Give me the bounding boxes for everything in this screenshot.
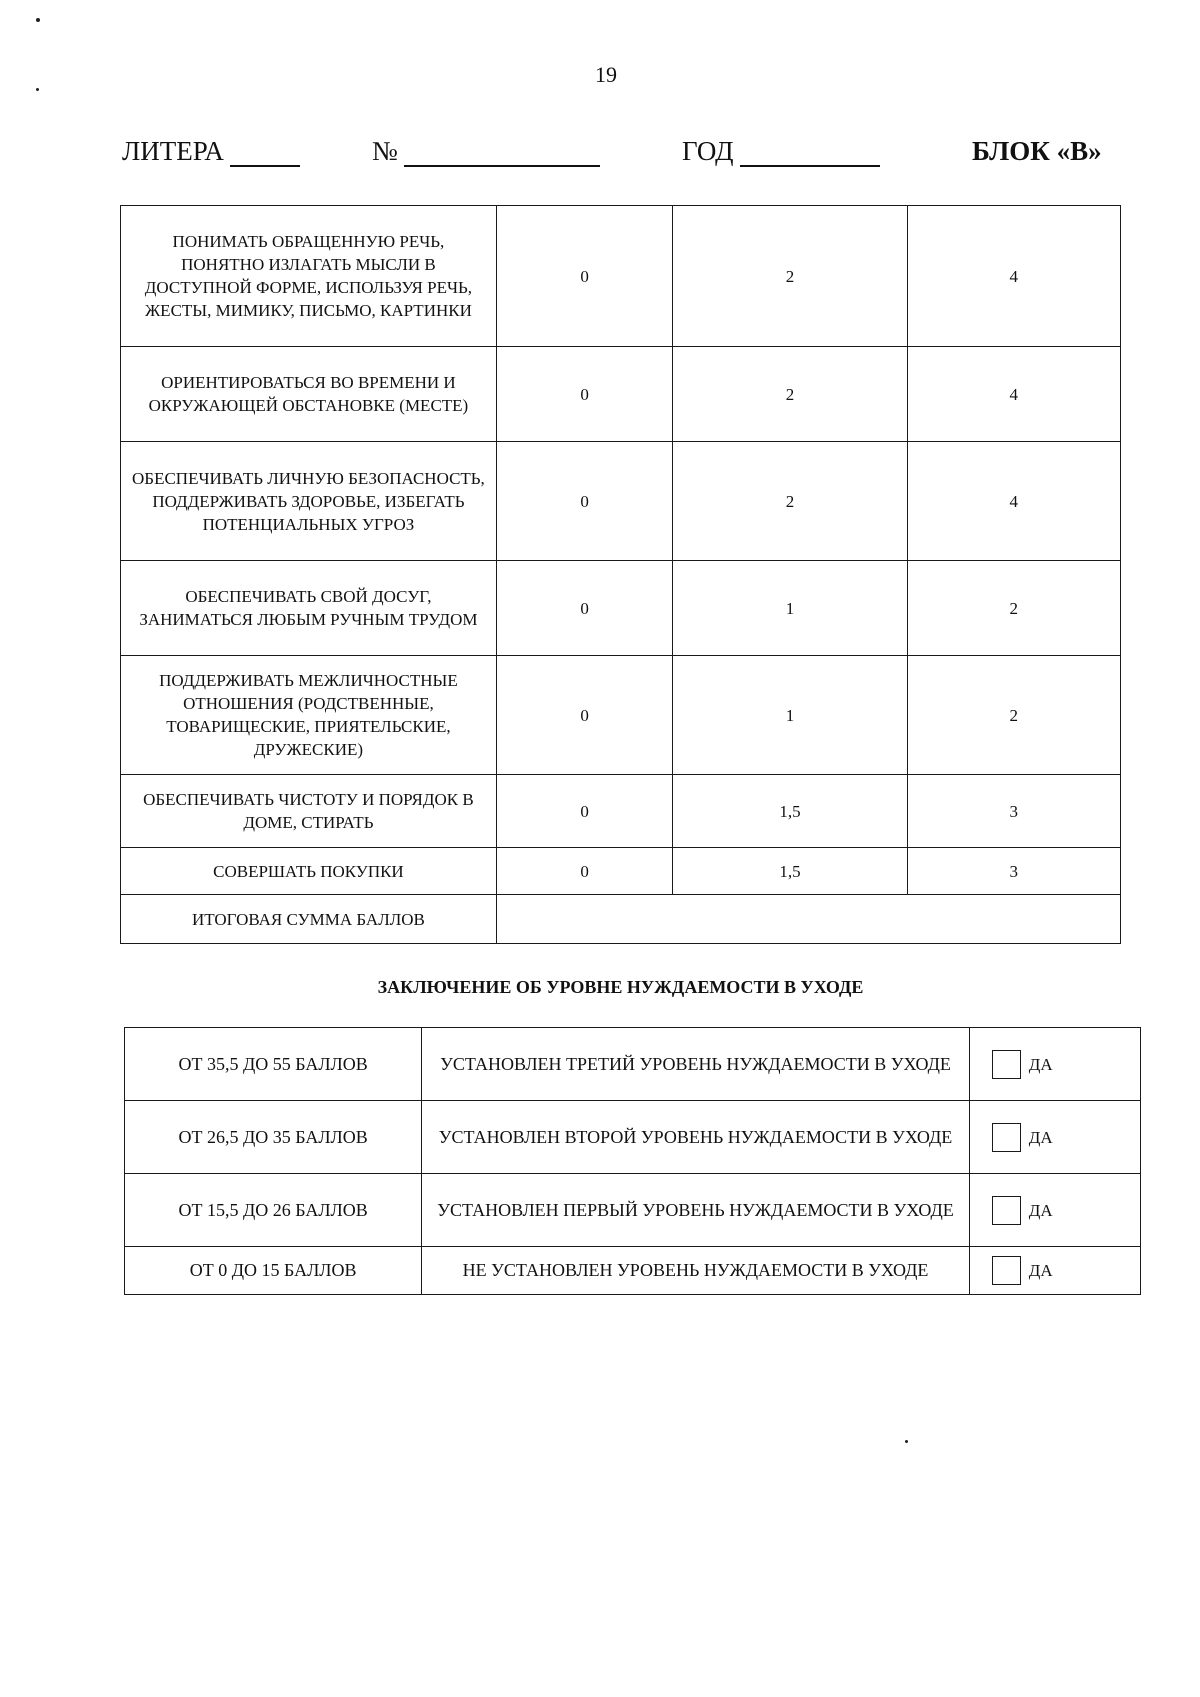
number-input-line[interactable] (404, 139, 600, 167)
score-value: 1,5 (673, 848, 907, 895)
score-value: 2 (907, 656, 1120, 775)
scan-speck (36, 18, 40, 22)
form-header (122, 128, 1112, 178)
number-label: № (372, 136, 398, 166)
level-checkbox-cell (969, 1101, 1140, 1174)
skill-label: СОВЕРШАТЬ ПОКУПКИ (121, 848, 497, 895)
score-value: 4 (907, 442, 1120, 561)
score-row (121, 848, 1121, 895)
year-field (682, 136, 880, 167)
checkbox-label: ДА (1028, 1127, 1053, 1147)
skill-label: ОБЕСПЕЧИВАТЬ СВОЙ ДОСУГ, ЗАНИМАТЬСЯ ЛЮБЫМ РУЧНЫМ ТРУДОМ (121, 561, 497, 656)
scan-speck (36, 88, 39, 91)
level-description: УСТАНОВЛЕН ТРЕТИЙ УРОВЕНЬ НУЖДАЕМОСТИ В УХОДЕ (422, 1028, 970, 1101)
level-description: УСТАНОВЛЕН ПЕРВЫЙ УРОВЕНЬ НУЖДАЕМОСТИ В УХОДЕ (422, 1174, 970, 1247)
conclusion-title: ЗАКЛЮЧЕНИЕ ОБ УРОВНЕ НУЖДАЕМОСТИ В УХОДЕ (377, 977, 864, 997)
score-value: 0 (496, 442, 673, 561)
skill-label: ПОНИМАТЬ ОБРАЩЕННУЮ РЕЧЬ, ПОНЯТНО ИЗЛАГАТЬ МЫСЛИ В ДОСТУПНОЙ ФОРМЕ, ИСПОЛЬЗУЯ РЕЧЬ, ЖЕСТЫ, МИМИКУ, ПИСЬМО, КАРТИНКИ (121, 206, 497, 347)
skill-label: ОБЕСПЕЧИВАТЬ ЛИЧНУЮ БЕЗОПАСНОСТЬ, ПОДДЕРЖИВАТЬ ЗДОРОВЬЕ, ИЗБЕГАТЬ ПОТЕНЦИАЛЬНЫХ УГРОЗ (121, 442, 497, 561)
level-description: НЕ УСТАНОВЛЕН УРОВЕНЬ НУЖДАЕМОСТИ В УХОДЕ (422, 1247, 970, 1295)
score-value: 4 (907, 206, 1120, 347)
score-value: 0 (496, 347, 673, 442)
score-row (121, 656, 1121, 775)
score-row (121, 347, 1121, 442)
checkbox-label: ДА (1028, 1200, 1053, 1220)
score-value: 1 (673, 561, 907, 656)
score-value: 2 (907, 561, 1120, 656)
level-checkbox-cell (969, 1174, 1140, 1247)
checkbox-label: ДА (1028, 1261, 1053, 1280)
care-level-table (124, 1027, 1141, 1295)
year-input-line[interactable] (740, 139, 880, 167)
litera-field (122, 136, 300, 167)
score-row (121, 775, 1121, 848)
score-row (121, 442, 1121, 561)
level-checkbox[interactable] (992, 1256, 1021, 1285)
number-field (372, 136, 600, 167)
level-row (125, 1247, 1141, 1295)
score-row (121, 561, 1121, 656)
score-value: 1,5 (673, 775, 907, 848)
level-checkbox[interactable] (992, 1050, 1021, 1079)
level-description: УСТАНОВЛЕН ВТОРОЙ УРОВЕНЬ НУЖДАЕМОСТИ В УХОДЕ (422, 1101, 970, 1174)
score-range: ОТ 0 ДО 15 БАЛЛОВ (125, 1247, 422, 1295)
score-row (121, 206, 1121, 347)
total-value-cell[interactable] (496, 895, 1120, 944)
scan-speck (905, 1440, 908, 1443)
score-value: 0 (496, 561, 673, 656)
skill-label: ОБЕСПЕЧИВАТЬ ЧИСТОТУ И ПОРЯДОК В ДОМЕ, СТИРАТЬ (121, 775, 497, 848)
level-row (125, 1101, 1141, 1174)
score-value: 0 (496, 848, 673, 895)
checkbox-label: ДА (1028, 1054, 1053, 1074)
page-number: 19 (595, 62, 617, 87)
total-row (121, 895, 1121, 944)
score-value: 0 (496, 775, 673, 848)
block-label: БЛОК «В» (972, 136, 1102, 166)
score-value: 4 (907, 347, 1120, 442)
score-value: 0 (496, 656, 673, 775)
score-table (120, 205, 1121, 944)
litera-input-line[interactable] (230, 139, 300, 167)
score-value: 3 (907, 775, 1120, 848)
level-checkbox[interactable] (992, 1196, 1021, 1225)
score-value: 2 (673, 347, 907, 442)
score-value: 3 (907, 848, 1120, 895)
level-checkbox[interactable] (992, 1123, 1021, 1152)
score-value: 2 (673, 206, 907, 347)
score-range: ОТ 26,5 ДО 35 БАЛЛОВ (125, 1101, 422, 1174)
score-range: ОТ 15,5 ДО 26 БАЛЛОВ (125, 1174, 422, 1247)
year-label: ГОД (682, 136, 734, 166)
score-value: 2 (673, 442, 907, 561)
total-label: ИТОГОВАЯ СУММА БАЛЛОВ (121, 895, 497, 944)
litera-label: ЛИТЕРА (122, 136, 224, 166)
skill-label: ПОДДЕРЖИВАТЬ МЕЖЛИЧНОСТНЫЕ ОТНОШЕНИЯ (РОДСТВЕННЫЕ, ТОВАРИЩЕСКИЕ, ПРИЯТЕЛЬСКИЕ, ДРУЖЕСКИЕ) (121, 656, 497, 775)
skill-label: ОРИЕНТИРОВАТЬСЯ ВО ВРЕМЕНИ И ОКРУЖАЮЩЕЙ ОБСТАНОВКЕ (МЕСТЕ) (121, 347, 497, 442)
level-row (125, 1174, 1141, 1247)
score-value: 1 (673, 656, 907, 775)
score-range: ОТ 35,5 ДО 55 БАЛЛОВ (125, 1028, 422, 1101)
score-value: 0 (496, 206, 673, 347)
level-checkbox-cell (969, 1247, 1140, 1295)
level-row (125, 1028, 1141, 1101)
level-checkbox-cell (969, 1028, 1140, 1101)
